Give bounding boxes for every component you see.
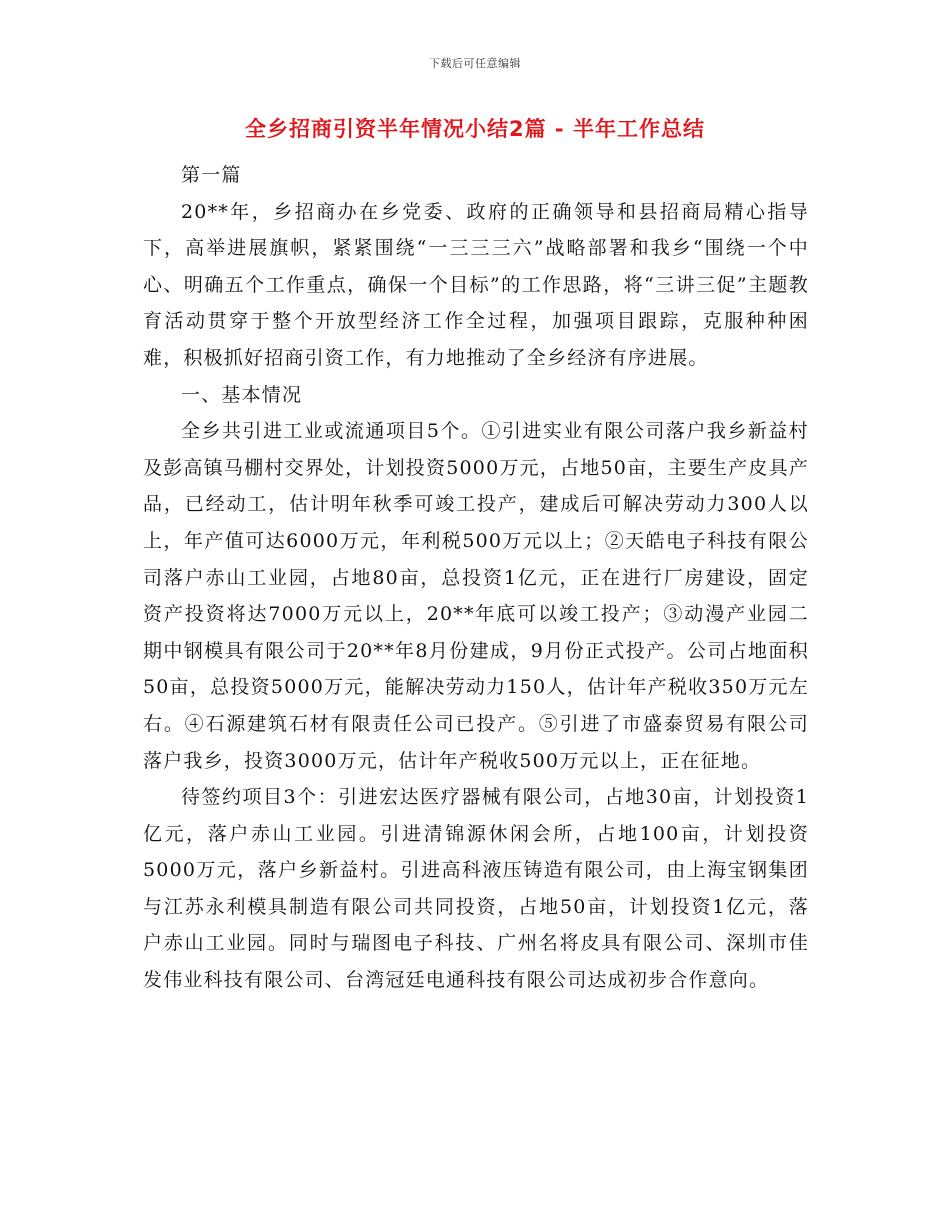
paragraph-pending-projects: 待签约项目3个：引进宏达医疗器械有限公司，占地30亩，计划投资1亿元，落户赤山工业园。引进清锦源休闲会所，占地100亩，计划投资5000万元，落户乡新益村。引进高科液压铸造有限公司，由上海宝钢集团与江苏永利模具制造有限公司共同投资，占地50亩，计划投资1亿元，落户赤山工业园。同时与瑞图电子科技、广州名将皮具有限公司、深圳市佳发伟业科技有限公司、台湾冠廷电通科技有限公司达成初步合作意向。	[143, 786, 809, 992]
document-title: 全乡招商引资半年情况小结2篇 - 半年工作总结	[245, 117, 705, 141]
section-label-first-article: 第一篇	[181, 164, 242, 186]
paragraph-intro: 20**年，乡招商办在乡党委、政府的正确领导和县招商局精心指导下，高举进展旗帜，紧紧围绕“一三三三六”战略部署和我乡“围绕一个中心、明确五个工作重点，确保一个目标”的工作思路，将“三讲三促”主题教育活动贯穿于整个开放型经济工作全过程，加强项目跟踪，克服种种困难，积极抓好招商引资工作，有力地推动了全乡经济有序进展。	[143, 200, 809, 369]
header-note: 下载后可任意编辑	[429, 57, 521, 70]
document-body	[143, 157, 809, 999]
section-heading-basic-situation: 一、基本情况	[181, 383, 303, 406]
paragraph-introduced-projects: 全乡共引进工业或流通项目5个。①引进实业有限公司落户我乡新益村及彭高镇马棚村交界处，计划投资5000万元，占地50亩，主要生产皮具产品，已经动工，估计明年秋季可竣工投产，建成后可解决劳动力300人以上，年产值可达6000万元，年利税500万元以上；②天皓电子科技有限公司落户赤山工业园，占地80亩，总投资1亿元，正在进行厂房建设，固定资产投资将达7000万元以上，20**年底可以竣工投产；③动漫产业园二期中钢模具有限公司于20**年8月份建成，9月份正式投产。公司占地面积50亩，总投资5000万元，能解决劳动力150人，估计年产税收350万元左右。④石源建筑石材有限责任公司已投产。⑤引进了市盛泰贸易有限公司落户我乡，投资3000万元，估计年产税收500万元以上，正在征地。	[143, 420, 809, 772]
